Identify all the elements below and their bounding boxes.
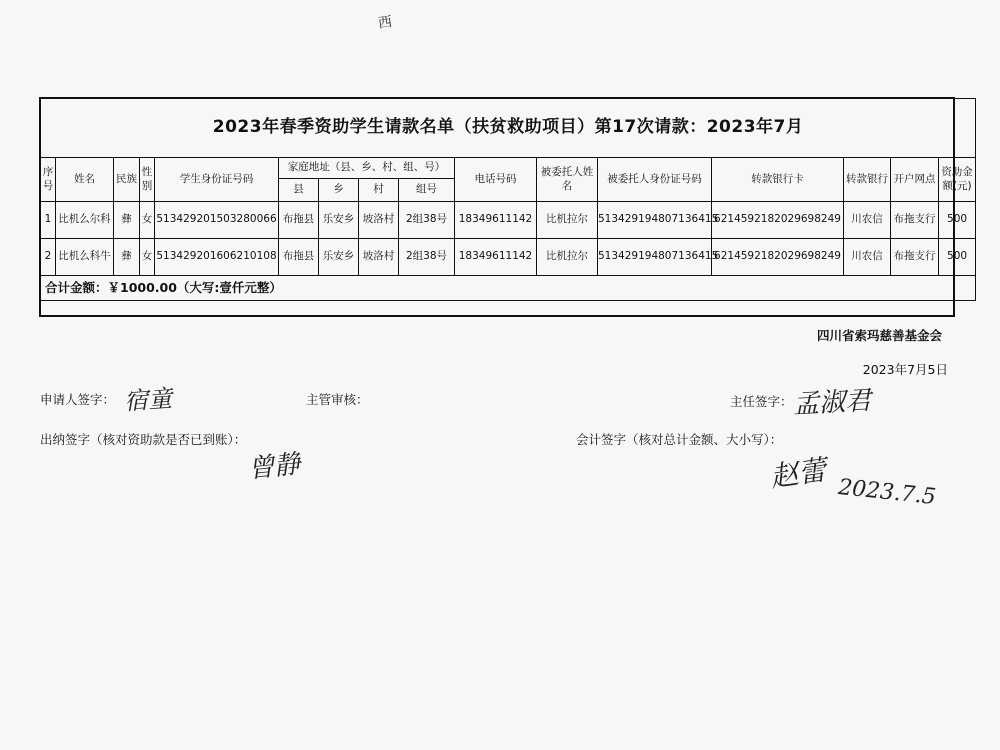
- header-township: 乡: [319, 179, 359, 202]
- cell-bank-card: 6214592182029698249: [712, 202, 844, 239]
- cell-village: 坡洛村: [359, 239, 399, 276]
- cell-trustee-id: 513429194807136415: [598, 239, 712, 276]
- cell-name: 比机么科牛: [56, 239, 114, 276]
- header-trustee-name: 被委托人姓名: [537, 158, 598, 202]
- applicant-label: 申请人签字：: [40, 392, 116, 407]
- table-row: [41, 239, 976, 276]
- cell-group-no: 2组38号: [399, 202, 455, 239]
- header-student-id: 学生身份证号码: [155, 158, 279, 202]
- header-amount: 资助金额(元): [939, 158, 976, 202]
- table-row: [41, 202, 976, 239]
- header-group-no: 组号: [399, 179, 455, 202]
- cell-bank: 川农信: [844, 239, 891, 276]
- document-date: 2023年7月5日: [862, 362, 948, 377]
- cell-name: 比机么尔科: [56, 202, 114, 239]
- header-trustee-id: 被委托人身份证号码: [598, 158, 712, 202]
- cell-phone: 18349611142: [455, 202, 537, 239]
- director-label: 主任签字：: [730, 394, 793, 409]
- cell-bank: 川农信: [844, 202, 891, 239]
- cell-gender: 女: [140, 239, 155, 276]
- header-branch: 开户网点: [891, 158, 939, 202]
- organization-name: 四川省索玛慈善基金会: [816, 328, 942, 343]
- director-signature: 孟淑君: [792, 385, 872, 421]
- header-seq: 序号: [41, 158, 56, 202]
- cashier-label: 出纳签字（核对资助款是否已到账）：: [40, 432, 247, 447]
- cell-village: 坡洛村: [359, 202, 399, 239]
- header-ethnicity: 民族: [114, 158, 140, 202]
- header-address-group: 家庭地址（县、乡、村、组、号）: [279, 158, 455, 179]
- cell-seq: 2: [41, 239, 56, 276]
- cashier-signature: 曾静: [246, 449, 302, 485]
- header-gender: 性别: [140, 158, 155, 202]
- supervisor-label: 主管审核：: [306, 392, 369, 407]
- header-county: 县: [279, 179, 319, 202]
- total-amount: 合计金额：￥1000.00（大写:壹仟元整）: [41, 276, 976, 301]
- cell-county: 布拖县: [279, 202, 319, 239]
- cell-ethnicity: 彝: [114, 239, 140, 276]
- cell-township: 乐安乡: [319, 239, 359, 276]
- cell-bank-card: 6214592182029698249: [712, 239, 844, 276]
- cell-county: 布拖县: [279, 239, 319, 276]
- cell-ethnicity: 彝: [114, 202, 140, 239]
- cell-group-no: 2组38号: [399, 239, 455, 276]
- cell-trustee-name: 比机拉尔: [537, 202, 598, 239]
- accountant-label: 会计签字（核对总计金额、大小写）：: [576, 432, 783, 447]
- table-title: 2023年春季资助学生请款名单（扶贫救助项目）第17次请款：2023年7月: [41, 99, 976, 158]
- header-name: 姓名: [56, 158, 114, 202]
- cell-branch: 布拖支行: [891, 239, 939, 276]
- header-phone: 电话号码: [455, 158, 537, 202]
- accountant-signature: 赵蕾: [768, 453, 829, 494]
- cell-student-id: 513429201503280066: [155, 202, 279, 239]
- accountant-signature-date: 2023.7.5: [836, 474, 938, 511]
- cell-branch: 布拖支行: [891, 202, 939, 239]
- request-table: [40, 98, 976, 301]
- cell-gender: 女: [140, 202, 155, 239]
- cell-seq: 1: [41, 202, 56, 239]
- cell-student-id: 513429201606210108: [155, 239, 279, 276]
- header-bank-card: 转款银行卡: [712, 158, 844, 202]
- applicant-signature: 宿童: [123, 384, 174, 416]
- header-village: 村: [359, 179, 399, 202]
- cell-phone: 18349611142: [455, 239, 537, 276]
- cell-trustee-name: 比机拉尔: [537, 239, 598, 276]
- cell-township: 乐安乡: [319, 202, 359, 239]
- header-bank: 转款银行: [844, 158, 891, 202]
- cell-trustee-id: 513429194807136415: [598, 202, 712, 239]
- handwritten-mark: 西: [377, 14, 394, 32]
- cell-amount: 500: [939, 202, 976, 239]
- cell-amount: 500: [939, 239, 976, 276]
